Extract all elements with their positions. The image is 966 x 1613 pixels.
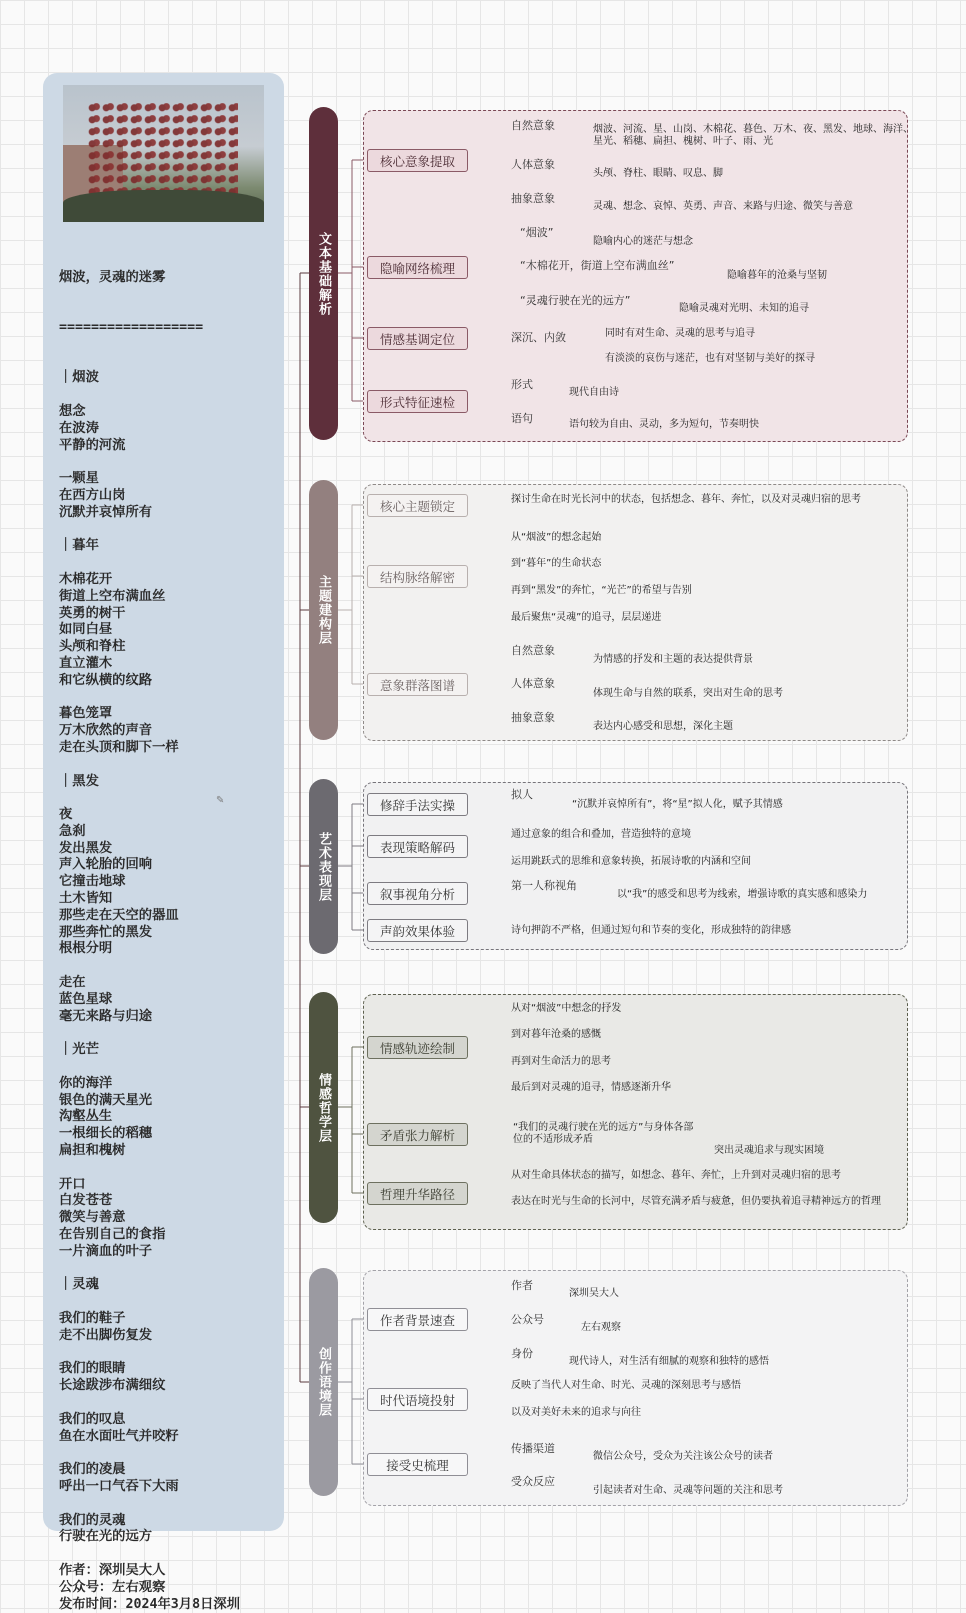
branch-label: 拟人 xyxy=(511,788,533,801)
section-title: 艺术表现层 xyxy=(316,831,331,902)
branch-label: “灵魂行驶在光的远方” xyxy=(520,294,631,307)
poem-line: 我们的灵魂 xyxy=(59,1512,126,1528)
branch-text: 反映了当代人对生命、时光、灵魂的深刻思考与感悟 xyxy=(511,1380,741,1391)
poem-line: 声入轮胎的回响 xyxy=(59,857,153,873)
branch-text: 有淡淡的哀伤与迷茫，也有对坚韧与美好的探寻 xyxy=(605,353,815,364)
branch-text: 表达在时光与生命的长河中，尽管充满矛盾与疲惫，但仍要执着追寻精神远方的哲理 xyxy=(511,1196,881,1207)
branch-label: 抽象意象 xyxy=(511,192,555,205)
poem-line: 那些走在天空的器皿 xyxy=(59,907,179,923)
section-tab-art[interactable] xyxy=(309,779,338,954)
poem-line: 蓝色星球 xyxy=(59,991,113,1007)
branch-text: 最后聚焦“灵魂”的追寻，层层递进 xyxy=(511,612,662,623)
poem-line: 街道上空布满血丝 xyxy=(59,588,166,604)
branch-text: 突出灵魂追求与现实困境 xyxy=(714,1145,824,1156)
node-sound-effect[interactable]: 声韵效果体验 xyxy=(367,919,468,942)
poem-line: 长途跋涉布满细纹 xyxy=(59,1378,166,1394)
section-title: 创作语境层 xyxy=(316,1347,331,1417)
poem-line: 扁担和槐树 xyxy=(59,1143,126,1159)
branch-text: 从对生命具体状态的描写，如想念、暮年、奔忙，上升到对灵魂归宿的思考 xyxy=(511,1170,841,1181)
node-reception-history[interactable]: 接受史梳理 xyxy=(367,1453,468,1476)
branch-text: 灵魂、想念、哀悼、英勇、声音、来路与归途、微笑与善意 xyxy=(593,201,853,212)
branch-text: 烟波、河流、星、山岗、木棉花、暮色、万木、夜、黑发、地球、海洋、星光、稻穗、扁担、槐树、叶子、雨、光 xyxy=(593,124,913,147)
branch-text: 现代自由诗 xyxy=(569,387,619,398)
poem-line: 平静的河流 xyxy=(59,437,126,453)
branch-text: 最后到对灵魂的追寻，情感逐渐升华 xyxy=(511,1082,671,1093)
poem-line: 发布时间：2024年3月8日深圳 xyxy=(59,1596,241,1612)
poem-line: 在西方山岗 xyxy=(59,487,126,503)
poem-line: 作者：深圳吴大人 xyxy=(59,1562,166,1578)
branch-text: 同时有对生命、灵魂的思考与追寻 xyxy=(605,328,755,339)
poem-title: 烟波，灵魂的迷雾 xyxy=(59,269,166,285)
section-tab-text-basics[interactable] xyxy=(309,107,338,440)
section-tab-emotion[interactable] xyxy=(309,992,338,1223)
poem-line: 土木皆知 xyxy=(59,891,113,907)
poem-divider: ================== xyxy=(59,319,204,335)
poem-line: 在告别自己的食指 xyxy=(59,1227,166,1243)
branch-text: 左右观察 xyxy=(581,1322,621,1333)
section-title: 情感哲学层 xyxy=(316,1072,331,1143)
branch-text: 深圳吴大人 xyxy=(569,1288,619,1299)
poem-line: 我们的叹息 xyxy=(59,1411,126,1427)
branch-label: 自然意象 xyxy=(511,644,555,657)
section-tab-theme[interactable] xyxy=(309,480,338,740)
branch-text: 诗句押韵不严格，但通过短句和节奏的变化，形成独特的韵律感 xyxy=(511,925,791,936)
branch-label: 第一人称视角 xyxy=(511,879,577,892)
branch-text: 引起读者对生命、灵魂等问题的关注和思考 xyxy=(593,1485,783,1496)
branch-text: 语句较为自由、灵动，多为短句，节奏明快 xyxy=(569,419,759,430)
poem-line: 在波涛 xyxy=(59,420,99,436)
poem-line: 走在 xyxy=(59,975,86,991)
branch-text: 以及对美好未来的追求与向往 xyxy=(511,1407,641,1418)
pin-icon: ✎ xyxy=(216,795,225,806)
poem-line: 你的海洋 xyxy=(59,1075,113,1091)
node-philosophy[interactable]: 哲理升华路径 xyxy=(367,1182,468,1205)
poem-line: 和它纵横的纹路 xyxy=(59,672,153,688)
poem-line: ｜灵魂 xyxy=(59,1277,99,1293)
branch-text: 体现生命与自然的联系，突出对生命的思考 xyxy=(593,688,783,699)
branch-label: 公众号 xyxy=(511,1313,544,1326)
node-imagery-map[interactable]: 意象群落图谱 xyxy=(367,673,468,696)
poem-line: 想念 xyxy=(59,403,86,419)
branch-label: 作者 xyxy=(511,1279,533,1292)
branch-label: 语句 xyxy=(511,412,533,425)
node-rhetoric[interactable]: 修辞手法实操 xyxy=(367,793,468,816)
section-title: 主题建构层 xyxy=(316,575,331,645)
poem-line: 一颗星 xyxy=(59,471,99,487)
branch-label: 人体意象 xyxy=(511,158,555,171)
poem-line: 我们的鞋子 xyxy=(59,1311,126,1326)
poem-line: 急刹 xyxy=(59,823,86,839)
branch-text: 再到“黑发”的奔忙，“光芒”的希望与告别 xyxy=(511,585,692,596)
branch-label: 人体意象 xyxy=(511,677,555,690)
branch-text: 到对暮年沧桑的感慨 xyxy=(511,1029,601,1040)
node-core-theme[interactable]: 核心主题锁定 xyxy=(367,494,468,517)
branch-label: 抽象意象 xyxy=(511,711,555,724)
branch-label: 自然意象 xyxy=(511,119,555,132)
branch-text: 到“暮年”的生命状态 xyxy=(511,558,602,569)
poem-line: 英勇的树干 xyxy=(59,605,126,621)
poem-line: 开口 xyxy=(59,1176,86,1192)
poem-line: 一根细长的稻穗 xyxy=(59,1126,153,1142)
branch-label: 传播渠道 xyxy=(511,1442,555,1455)
poem-line: ｜光芒 xyxy=(59,1042,99,1058)
poem-line: 如同白昼 xyxy=(59,622,113,638)
node-core-imagery[interactable]: 核心意象提取 xyxy=(367,149,468,172)
poem-line: 木棉花开 xyxy=(59,571,113,587)
branch-label: 形式 xyxy=(511,378,533,391)
branch-text: 从“烟波”的想念起始 xyxy=(511,532,602,543)
poem-line: 头颅和脊柱 xyxy=(59,639,126,655)
node-tension[interactable]: 矛盾张力解析 xyxy=(367,1123,468,1146)
node-form-features[interactable]: 形式特征速检 xyxy=(367,390,468,413)
branch-label: “木棉花开，街道上空布满血丝” xyxy=(520,259,675,272)
node-author-background[interactable]: 作者背景速查 xyxy=(367,1308,468,1331)
poem-line: 一片滴血的叶子 xyxy=(59,1243,153,1259)
node-era-context[interactable]: 时代语境投射 xyxy=(367,1388,468,1411)
branch-label: 深沉、内敛 xyxy=(511,331,566,344)
poem-line: 夜 xyxy=(59,807,73,823)
node-structure[interactable]: 结构脉络解密 xyxy=(367,565,468,588)
branch-text: 从对“烟波”中想念的抒发 xyxy=(511,1003,622,1014)
poem-line: 走在头顶和脚下一样 xyxy=(59,739,179,755)
node-emotion-tone[interactable]: 情感基调定位 xyxy=(367,327,468,350)
poem-line: ｜暮年 xyxy=(59,538,99,554)
node-expression-strategy[interactable]: 表现策略解码 xyxy=(367,835,468,858)
branch-text: 现代诗人，对生活有细腻的观察和独特的感悟 xyxy=(569,1356,769,1367)
poem-line: 呼出一口气吞下大雨 xyxy=(59,1478,179,1494)
poem-line: 毫无来路与归途 xyxy=(59,1008,153,1024)
branch-label: “烟波” xyxy=(520,226,554,239)
poem-line: 行驶在光的远方 xyxy=(59,1529,153,1545)
node-metaphor-network[interactable]: 隐喻网络梳理 xyxy=(367,256,468,279)
poem-line: 银色的满天星光 xyxy=(59,1092,153,1108)
poem-line: 白发苍苍 xyxy=(59,1193,113,1209)
poem-line: 发出黑发 xyxy=(59,840,113,856)
poem-line: 它撞击地球 xyxy=(59,874,126,890)
branch-label: 身份 xyxy=(511,1347,533,1360)
poem-line: ｜黑发 xyxy=(59,773,99,789)
branch-text: “沉默并哀悼所有”，将“星”拟人化，赋予其情感 xyxy=(572,799,783,810)
poem-line: 公众号：左右观察 xyxy=(59,1579,166,1595)
poem-line: 沟壑丛生 xyxy=(59,1109,113,1125)
poem-line: 根根分明 xyxy=(59,941,113,957)
branch-label: 受众反应 xyxy=(511,1475,555,1488)
poem-line: 直立灌木 xyxy=(59,655,113,671)
branch-text: 表达内心感受和思想，深化主题 xyxy=(593,721,733,732)
poem-line: 暮色笼罩 xyxy=(59,706,113,722)
branch-label: “我们的灵魂行驶在光的远方”与身体各部位的不适形成矛盾 xyxy=(513,1122,694,1145)
poem-line: 微笑与善意 xyxy=(59,1210,126,1226)
branch-text: 隐喻内心的迷茫与想念 xyxy=(593,236,693,247)
poem-line: 我们的凌晨 xyxy=(59,1462,126,1478)
section-title: 文本基础解析 xyxy=(316,231,331,316)
poem-line: 沉默并哀悼所有 xyxy=(59,504,153,520)
poem-line: 我们的眼睛 xyxy=(59,1361,126,1377)
poem-line: 走不出脚伤复发 xyxy=(59,1327,153,1343)
branch-text: 为情感的抒发和主题的表达提供背景 xyxy=(593,654,753,665)
poem-line: 那些奔忙的黑发 xyxy=(59,924,153,940)
poem-line: 鱼在水面吐气并咬籽 xyxy=(59,1428,179,1444)
branch-text: 微信公众号，受众为关注该公众号的读者 xyxy=(593,1451,773,1462)
section-tab-context[interactable] xyxy=(309,1268,338,1496)
node-narrative-view[interactable]: 叙事视角分析 xyxy=(367,882,468,905)
branch-text: 运用跳跃式的思维和意象转换，拓展诗歌的内涵和空间 xyxy=(511,856,751,867)
branch-text: 隐喻灵魂对光明、未知的追寻 xyxy=(679,303,809,314)
branch-text: 探讨生命在时光长河中的状态，包括想念、暮年、奔忙，以及对灵魂归宿的思考 xyxy=(511,494,861,505)
branch-text: 以“我”的感受和思考为线索，增强诗歌的真实感和感染力 xyxy=(617,889,868,900)
branch-text: 隐喻暮年的沧桑与坚韧 xyxy=(727,270,827,281)
branch-text: 头颅、脊柱、眼睛、叹息、脚 xyxy=(593,168,723,179)
poem-line: 万木欣然的声音 xyxy=(59,723,153,739)
poem-line: ｜烟波 xyxy=(59,370,99,386)
branch-text: 再到对生命活力的思考 xyxy=(511,1056,611,1067)
branch-text: 通过意象的组合和叠加，营造独特的意境 xyxy=(511,829,691,840)
node-emotion-track[interactable]: 情感轨迹绘制 xyxy=(367,1036,468,1059)
